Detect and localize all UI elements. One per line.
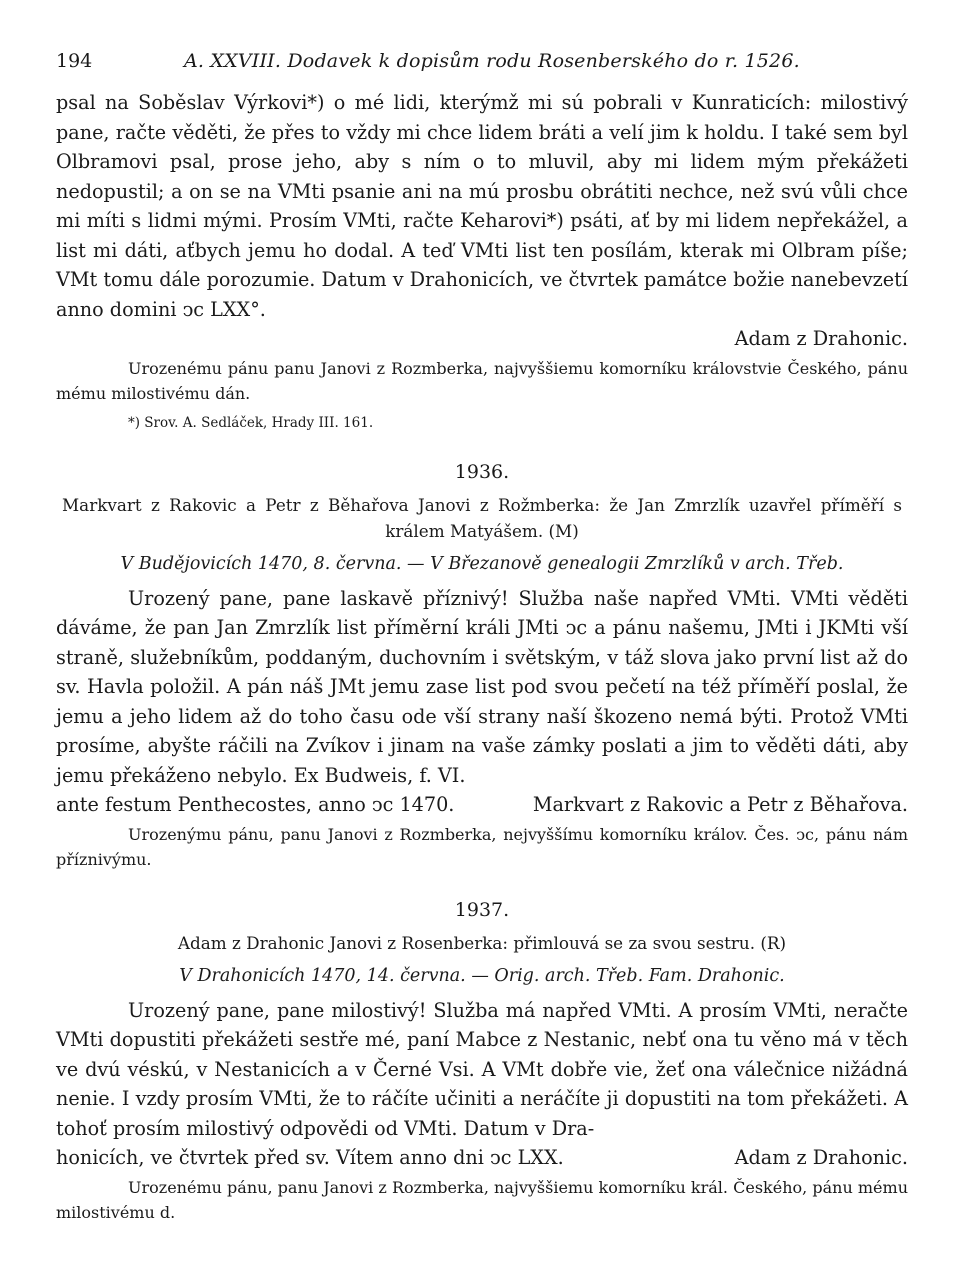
continuation-letter (56, 88, 908, 434)
text-line: stivý pane, račte věděti, že přes to vždy mi chce lidem bráti a velí jim k holdu. (56, 91, 908, 144)
running-title: A. XXVIII. Dodavek k dopisům rodu Rosenberského do r. 1526. (184, 50, 800, 72)
text-line: I také sem byl Olbramovi psal, prose jeho, aby s ním o to mluvil, aby mi lidem (56, 120, 908, 173)
document-number: 1937. (454, 898, 510, 921)
text-line: ať by mi lidem nepřekážel, a list mi dáti, aťbych jemu ho dodal. A teď VMti list (56, 209, 909, 262)
text-line: první list až do sv. Havla položil. A pán náš JMt jemu zase list pod svou pečetí (56, 645, 908, 698)
text-line: ten posílám, kterak mi Olbram píše; VMt tomu dále porozumie. Datum v Draho (56, 238, 908, 291)
text-line: škozeno nemá býti. Protož VMti prosíme, abyšte ráčili na Zvíkov i jinam na vaše (56, 704, 908, 757)
text-line: račte VMti dopustiti překážeti sestře mé, paní Mabce z Nestanic, nebť ona tu věno (56, 998, 908, 1051)
document-1937 (56, 896, 908, 1225)
text-line: nicích, ve čtvrtek památce božie nanebevzetí anno domini ͻc LXX°. (56, 268, 908, 321)
source-note: V Budějovicích 1470, 8. června. — V Březanově genealogii Zmrzlíků v arch. Třeb. (120, 553, 844, 574)
date-clause: honicích, ve čtvrtek před sv. Vítem anno dni ͻc LXX. (56, 1146, 564, 1169)
text-line: mým překážeti nedopustil; a on se na VMti psanie ani na mú prosbu obrátiti ne (56, 150, 908, 203)
page-number: 194 (56, 50, 93, 72)
text-line: válečnice nižádná nenie. I vzdy prosím VMti, že to ráčíte učiniti a neráčíte ji do (56, 1057, 908, 1110)
letter-text (56, 996, 908, 1144)
text-line: má v těch ve dvú véskú, v Nestanicích a v Černé Vsi. A VMt dobře vie, žeť ona (56, 1028, 909, 1081)
address: Urozenému pánu, panu Janovi z Rozmberka, najvyššiemu komorníku král. Českého, pánu mému milostivému d. (56, 1177, 908, 1222)
signature: Adam z Drahonic. (734, 1146, 908, 1169)
address: Urozenému pánu panu Janovi z Rozmberka, najvyššiemu komorníku královstvie Českého, pánu mému milostivému dán. (56, 358, 908, 403)
closing-line (56, 1143, 908, 1173)
document-1936 (56, 458, 908, 872)
text-line: Urozený pane, pane milostivý! Služba má napřed VMti. A prosím VMti, ne (128, 998, 858, 1022)
text-line: na též příměří poslal, že jemu a jeho lidem až do toho času ode vší strany naší (56, 675, 908, 728)
text-line: dáváme, že pan Jan Zmrzlík list příměrní králi JMti ͻc a pánu našemu, JMti (56, 616, 806, 639)
date-clause: ante festum Penthecostes, anno ͻc 1470. (56, 793, 455, 816)
source-note: V Drahonicích 1470, 14. června. — Orig. arch. Třeb. Fam. Drahonic. (179, 965, 785, 986)
regest: Adam z Drahonic Janovi z Rosenberka: přimlouvá se za svou sestru. (R) (177, 932, 787, 953)
page (56, 44, 908, 1225)
address: Urozenýmu pánu, panu Janovi z Rozmberka, nejvyššímu komorníku králov. Čes. ͻc, pánu nám příznivýmu. (56, 824, 908, 869)
signature: Adam z Drahonic. (734, 327, 908, 350)
text-line: zámky poslati a jim to věděti dáti, aby jemu překáženo nebylo. Ex Budweis, f. VI. (56, 734, 909, 787)
text-line: chce, než svú vůli chce mi míti s lidmi mými. Prosím VMti, račte Keharovi*) psáti, (56, 179, 908, 232)
text-line: i JKMti vší straně, služebníkům, poddaným, duchovním i světským, v táž slova jako (56, 616, 908, 669)
footnote: *) Srov. A. Sedláček, Hrady III. 161. (128, 414, 374, 431)
text-line: Urozený pane, pane laskavě příznivý! Služba naše napřed VMti. VMti věděti (128, 586, 908, 610)
regest: Markvart z Rakovic a Petr z Běhařova Janovi z Rožmberka: že Jan Zmrzlík uzavřel příměří s králem Matyášem. (M) (62, 494, 902, 541)
running-head (56, 44, 908, 78)
text-line: pustiti na tom překážeti. A tohoť prosím milostivý odpovědi od VMti. Datum v Dra- (56, 1087, 908, 1140)
text-line: psal na Soběslav Výrkovi*) o mé lidi, kterýmž mi sú pobrali v Kunraticích: milo (56, 91, 863, 114)
letter-text (56, 88, 908, 324)
signature: Markvart z Rakovic a Petr z Běhařova. (532, 793, 908, 816)
closing-line (56, 790, 908, 820)
letter-text (56, 584, 908, 791)
document-number: 1936. (454, 460, 510, 483)
